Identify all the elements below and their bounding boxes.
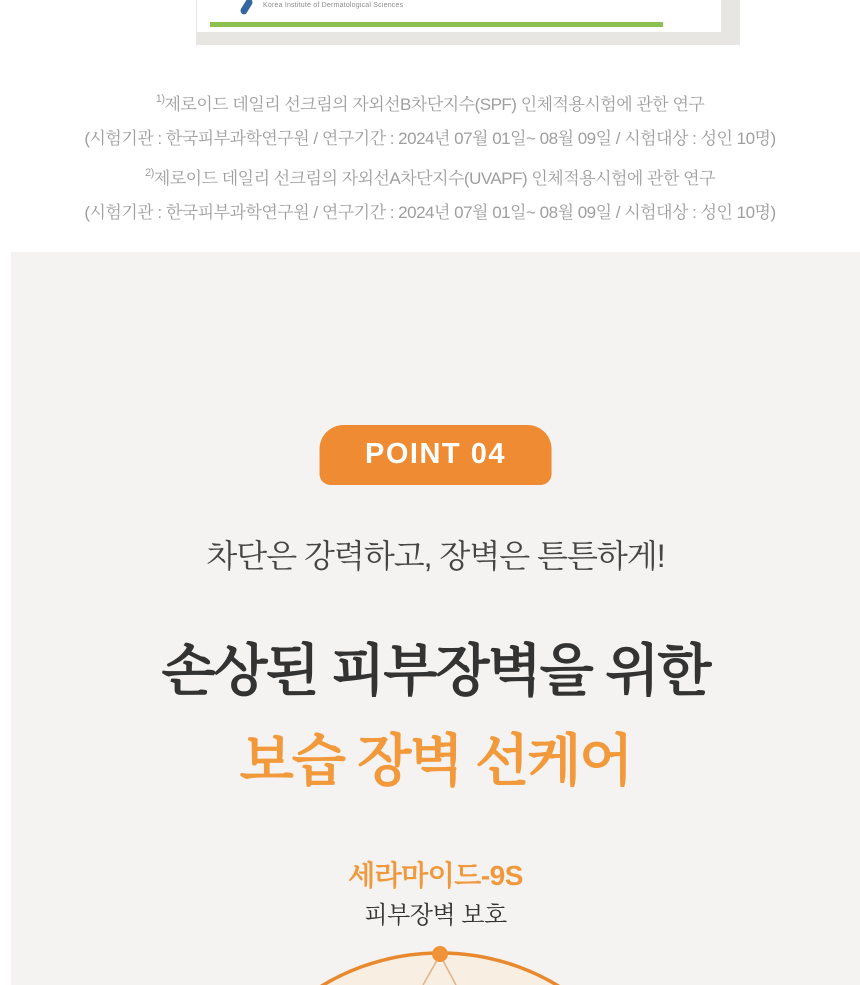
disclaimer-line: (시험기관 : 한국피부과학연구원 / 연구기간 : 2024년 07월 01일~ 08월 09일 / 시험대상 : 성인 10명) — [84, 129, 776, 148]
ingredient-description: 피부장벽 보호 — [364, 902, 507, 929]
radar-top-vertex-dot — [432, 946, 448, 962]
section-subtitle: 차단은 강력하고, 장벽은 튼튼하게! — [206, 538, 665, 574]
point-badge: POINT 04 — [319, 425, 552, 485]
spf-test-disclaimer — [0, 82, 860, 156]
disclaimer-line: $^{2)}$제로이드 데일리 선크림의 자외선A차단지수(UVAPF) 인체적용시험에 관한 연구 — [145, 167, 715, 188]
green-divider — [210, 22, 663, 27]
certificate-photo — [196, 0, 740, 45]
ingredient-name: 세라마이드-9S — [348, 860, 523, 891]
footnote-marker: 1) — [155, 93, 165, 105]
section-title-line1: 손상된 피부장벽을 위한 — [161, 638, 710, 702]
institute-name: Korea Institute of Dermatological Sciences — [263, 2, 404, 9]
institute-logo-icon — [239, 0, 254, 16]
footnote-marker: 2) — [145, 167, 154, 179]
disclaimer-line: (시험기관 : 한국피부과학연구원 / 연구기간 : 2024년 07월 01일~ 08월 09일 / 시험대상 : 성인 10명) — [84, 203, 776, 222]
uvapf-test-disclaimer — [0, 156, 860, 230]
section-title-line2: 보습 장벽 선케어 — [239, 728, 632, 792]
section-title — [11, 626, 860, 806]
radar-chart-partial — [11, 905, 860, 985]
point-04-section — [11, 252, 860, 985]
certificate-paper — [197, 0, 721, 32]
disclaimer-line: $^{1)}$제로이드 데일리 선크림의 자외선B차단지수(SPF) 인체적용시험에 관한 연구 — [155, 93, 705, 114]
